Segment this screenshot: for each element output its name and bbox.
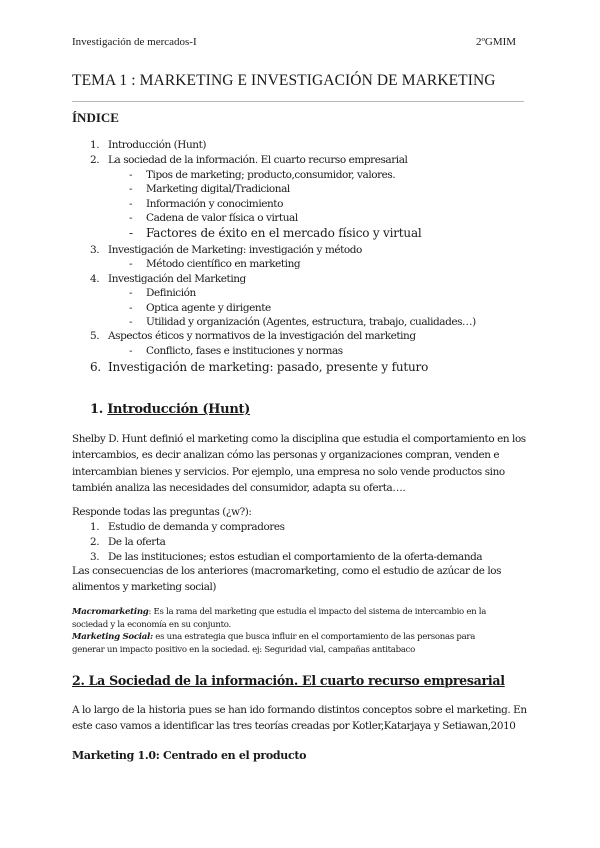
- header-group: 2ºGMIM: [476, 36, 517, 48]
- macro-definition: Macromarketing: Es la rama del marketing que estudia el impacto del sistema de intercambio en la: [72, 607, 487, 617]
- toc-text: Aspectos éticos y normativos de la investigación del marketing: [108, 330, 416, 342]
- toc-text: Información y conocimiento: [146, 198, 283, 210]
- questions-intro: Responde todas las preguntas (¿w?):: [72, 506, 252, 518]
- social-definition-cont: generar un impacto positivo en la sociedad. ej: Seguridad vial, campañas antitabaco: [72, 644, 416, 655]
- toc-text: Tipos de marketing; producto,consumidor, valores.: [146, 169, 396, 181]
- section-2-heading: 2. La Sociedad de la información. El cuarto recurso empresarial: [72, 673, 505, 688]
- index-heading: ÍNDICE: [72, 110, 119, 125]
- intro-paragraph: [72, 431, 532, 497]
- toc-text: Investigación de Marketing: investigación y método: [108, 244, 362, 256]
- toc-bullet: -: [129, 287, 133, 299]
- section-1-title: Introducción (Hunt): [107, 402, 251, 417]
- toc-text: Introducción (Hunt): [108, 139, 207, 151]
- toc-bullet: -: [129, 169, 133, 181]
- toc-text: Definición: [146, 287, 196, 299]
- toc-text: Factores de éxito en el mercado físico y virtual: [146, 226, 422, 240]
- question-text: De las instituciones; estos estudian el comportamiento de la oferta-demanda: [108, 551, 483, 563]
- toc-bullet: -: [129, 302, 133, 314]
- toc-bullet: -: [129, 212, 133, 224]
- section-1-heading: [90, 402, 250, 417]
- toc-bullet: -: [129, 316, 133, 328]
- section-2-line: A lo largo de la historia pues se han ido formando distintos conceptos sobre el marketing. En: [72, 704, 527, 716]
- toc-text: La sociedad de la información. El cuarto recurso empresarial: [108, 154, 408, 166]
- toc-number: 5.: [90, 330, 100, 342]
- section-2-paragraph: [72, 702, 532, 735]
- questions-list: [0, 519, 600, 564]
- social-term: Marketing Social:: [72, 632, 153, 643]
- toc-number: 6.: [90, 360, 102, 374]
- macro-definition-cont: sociedad y la economía en su conjunto.: [72, 619, 231, 630]
- question-number: 1.: [90, 521, 100, 533]
- intro-line: también analiza las necesidades del consumidor, adapta su oferta….: [72, 482, 406, 495]
- title-divider: [72, 101, 524, 102]
- toc-bullet: -: [129, 183, 133, 195]
- section-1-number: 1.: [90, 402, 103, 417]
- question-number: 3.: [90, 551, 100, 563]
- list-item: [0, 534, 600, 549]
- toc-number: 1.: [90, 139, 100, 151]
- question-text: De la oferta: [108, 536, 166, 548]
- toc-text: Método científico en marketing: [146, 258, 301, 270]
- social-definition: Marketing Social: es una estrategia que busca influir en el comportamiento de las personas para: [72, 632, 476, 643]
- section-2-line: este caso vamos a identificar las tres teorías creadas por Kotler,Katarjaya y Setiawan,2010: [72, 720, 516, 733]
- macro-term: Macromarketing: [72, 607, 149, 617]
- toc-number: 3.: [90, 244, 100, 256]
- header-course: Investigación de mercados-I: [72, 36, 197, 48]
- toc-text: Conflicto, fases e instituciones y normas: [146, 345, 343, 357]
- definitions-block: [72, 606, 532, 656]
- intro-line: intercambian bienes y servicios. Por ejemplo, una empresa no solo vende productos sino: [72, 465, 505, 478]
- toc-text: Utilidad y organización (Agentes, estructura, trabajo, cualidades…): [146, 316, 476, 328]
- page-title: TEMA 1 : MARKETING E INVESTIGACIÓN DE MARKETING: [72, 72, 496, 89]
- consequences-line: alimentos y marketing social): [72, 581, 217, 594]
- consequences-paragraph: [72, 563, 532, 596]
- intro-line: intercambios, es decir analizan cómo las personas y organizaciones compran, venden e: [72, 449, 500, 462]
- toc-text: Investigación del Marketing: [108, 273, 246, 285]
- question-number: 2.: [90, 536, 100, 548]
- toc-bullet: -: [129, 258, 133, 270]
- marketing-1-0-heading: Marketing 1.0: Centrado en el producto: [72, 749, 307, 762]
- question-text: Estudio de demanda y compradores: [108, 521, 285, 533]
- toc-number: 4.: [90, 273, 100, 285]
- toc-text: Cadena de valor física o virtual: [146, 212, 298, 224]
- toc-text: Investigación de marketing: pasado, presente y futuro: [108, 360, 429, 374]
- intro-line: Shelby D. Hunt definió el marketing como la disciplina que estudia el comportamiento en los: [72, 433, 526, 445]
- toc-bullet: -: [129, 198, 133, 210]
- toc-bullet: -: [129, 345, 133, 357]
- toc-text: Optica agente y dirigente: [146, 302, 271, 314]
- toc-number: 2.: [90, 154, 100, 166]
- list-item: [0, 549, 600, 564]
- toc-text: Marketing digital/Tradicional: [146, 183, 290, 195]
- consequences-line: Las consecuencias de los anteriores (macromarketing, como el estudio de azúcar de los: [72, 565, 502, 577]
- toc-bullet: -: [129, 226, 133, 240]
- list-item: [0, 519, 600, 534]
